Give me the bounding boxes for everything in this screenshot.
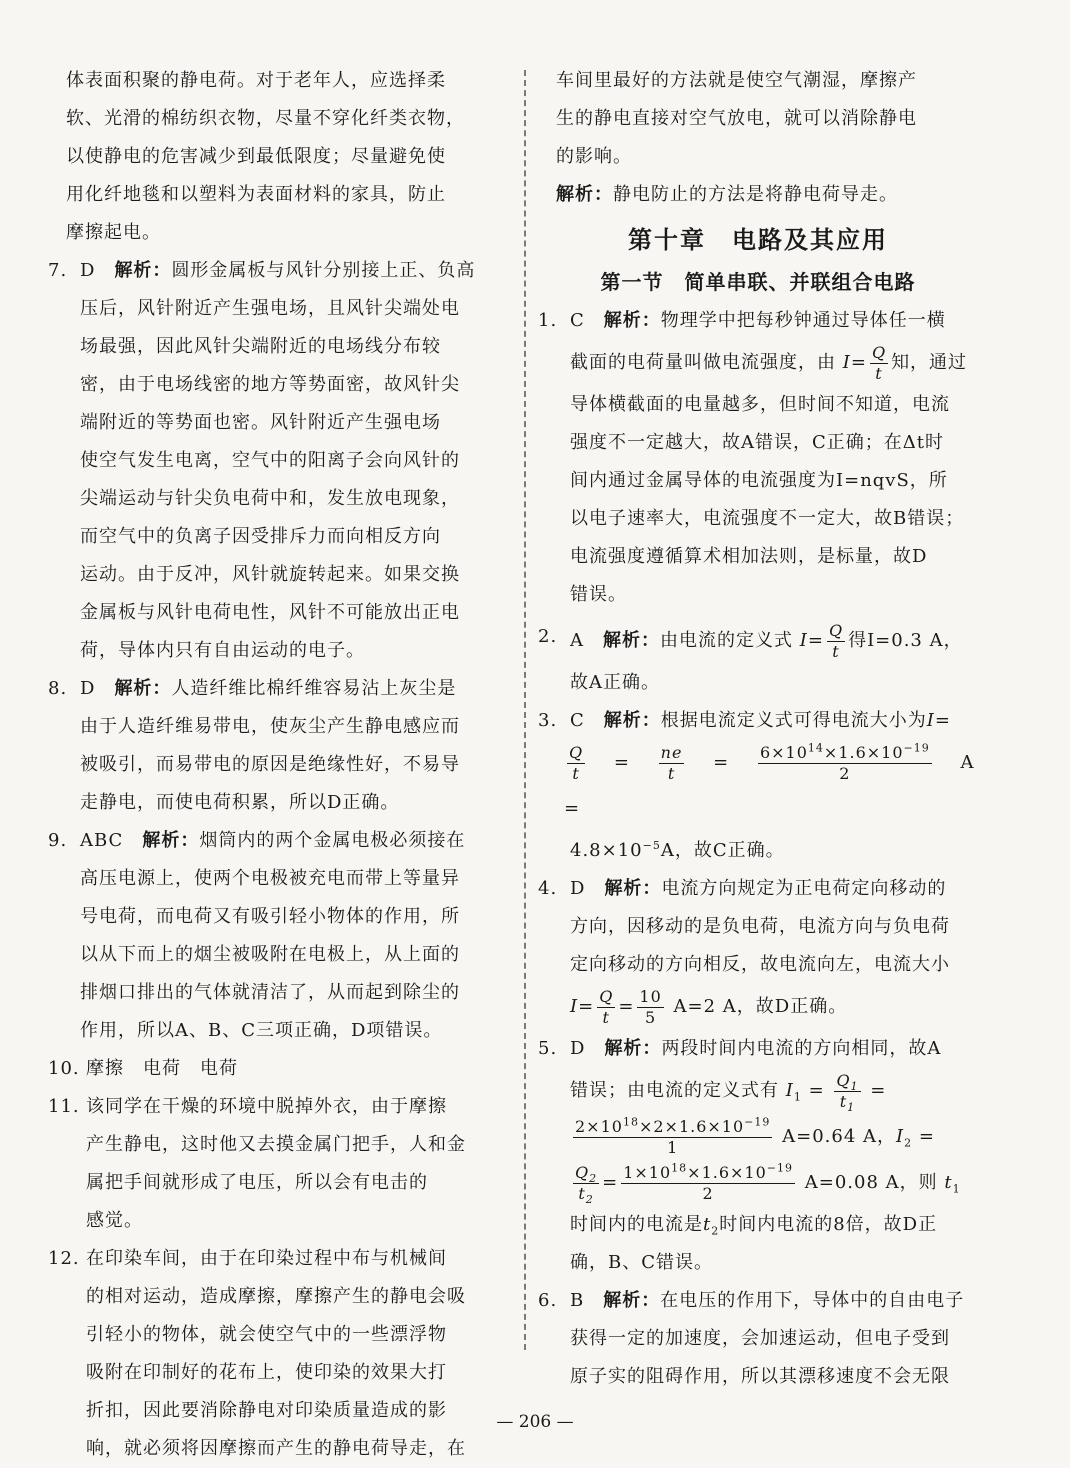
text-line: 排烟口排出的气体就清洁了，从而起到除尘的	[80, 982, 460, 1003]
exponent: 14	[807, 741, 824, 755]
text-line: 被吸引，而易带电的原因是绝缘性好，不易导	[80, 754, 460, 775]
numerator-part: Q	[836, 1070, 851, 1090]
text-line: 金属板与风针电荷电性，风针不可能放出正电	[80, 602, 460, 623]
text-line: 摩擦起电。	[66, 222, 161, 243]
denominator	[573, 1184, 599, 1204]
text-line: A，故C正确。	[660, 840, 785, 861]
subscript: 2	[585, 1192, 594, 1206]
text-line: 间内通过金属导体的电流强度为I=nqvS，所	[570, 470, 948, 491]
column-divider	[524, 70, 526, 1350]
question-number: 7.	[48, 260, 68, 281]
denominator	[834, 1092, 860, 1112]
text-line: 车间里最好的方法就是使空气潮湿，摩擦产	[556, 70, 917, 91]
page-number: — 206 —	[496, 1412, 574, 1432]
denominator: 1	[667, 1137, 679, 1157]
answer-choice: D	[80, 260, 96, 281]
text-line: 引轻小的物体，就会使空气中的一些漂浮物	[86, 1324, 447, 1345]
subscript: 2	[589, 1171, 598, 1185]
text-line: 而空气中的负离子因受排斥力而向相反方向	[80, 526, 441, 547]
numerator-part: Q	[575, 1162, 590, 1182]
question-number: 5.	[538, 1038, 558, 1059]
text-line: 截面的电荷量叫做电流强度，由	[570, 352, 836, 373]
analysis-label: 解析：	[603, 710, 661, 731]
text-line: 荷，导体内只有自由运动的电子。	[80, 640, 365, 661]
result: I=0.3 A，	[867, 630, 963, 651]
text-line: 号电荷，而电荷又有吸引轻小物体的作用，所	[80, 906, 460, 927]
text-line: 获得一定的加速度，会加速运动，但电子受到	[570, 1328, 950, 1349]
left-column	[48, 62, 518, 1468]
question-number: 9.	[48, 830, 68, 851]
text-line: 知，通过	[891, 352, 968, 373]
numerator-part: 2×10	[575, 1116, 623, 1136]
text-line: 故A正确。	[570, 672, 660, 693]
answer-choice: B	[570, 1290, 585, 1311]
text-line: A=0.08 A，则	[804, 1172, 938, 1193]
numerator-part: 6×10	[759, 742, 808, 762]
continued-answer	[538, 62, 978, 214]
text-line: 压后，风针附近产生强电场，且风针尖端处电	[80, 298, 460, 319]
text-line: 由电流的定义式	[660, 630, 793, 651]
text-line: 确，B、C错误。	[570, 1252, 713, 1273]
numerator-part: ×1.6×10	[687, 1162, 767, 1182]
text-line: 摩擦 电荷 电荷	[86, 1058, 238, 1079]
question-number: 1.	[538, 310, 558, 331]
text-line: 时间内的电流是	[570, 1214, 703, 1235]
answer-9	[48, 822, 518, 1050]
equation: I	[896, 1126, 905, 1147]
fraction	[870, 343, 888, 384]
denominator-part: t	[839, 1091, 848, 1111]
fraction	[567, 743, 585, 784]
equation: I	[785, 1080, 794, 1101]
denominator-part: t	[578, 1183, 586, 1203]
numerator-part: 1×10	[623, 1162, 672, 1182]
text-line: 电流方向规定为正电荷定向移动的	[661, 878, 947, 899]
text-line: 以使静电的危害减少到最低限度；尽量避免使	[66, 146, 446, 167]
text-line: 强度不一定越大，故A错误，C正确；在Δt时	[570, 432, 945, 453]
numerator	[573, 1117, 772, 1138]
text-line: 电流强度遵循算术相加法则，是标量，故D	[570, 546, 928, 567]
fraction	[637, 987, 663, 1028]
answer-1	[538, 302, 978, 614]
subscript: 1	[952, 1182, 961, 1196]
equation: I=	[926, 710, 951, 731]
text-line: 以从下而上的烟尘被吸附在电极上，从上面的	[80, 944, 460, 965]
analysis-label: 解析：	[604, 878, 662, 899]
numerator-part: ×2×1.6×10	[638, 1116, 745, 1136]
text-line: 折扣，因此要消除静电对印染质量造成的影	[86, 1400, 447, 1421]
answer-choice: D	[570, 1038, 586, 1059]
text-line: 响，就必须将因摩擦而产生的静电荷导走，在	[86, 1438, 466, 1459]
analysis-label: 解析：	[114, 260, 172, 281]
chapter-title: 第十章 电路及其应用	[628, 225, 888, 254]
exponent: −19	[766, 1161, 794, 1175]
question-number: 12.	[48, 1248, 80, 1269]
text-line: 的影响。	[556, 146, 632, 167]
subscript: 2	[711, 1224, 720, 1238]
text-line: 两段时间内电流的方向相同，故A	[661, 1038, 942, 1059]
text-line: 得	[848, 630, 868, 651]
numerator: Q	[871, 342, 887, 362]
fraction	[597, 987, 615, 1028]
fraction	[573, 1163, 599, 1204]
text-line: 人造纤维比棉纤维容易沾上灰尘是	[171, 678, 457, 699]
text-line: 密，由于电场线密的地方等势面密，故风针尖	[80, 374, 460, 395]
text-line: 导体横截面的电量越多，但时间不知道，电流	[570, 394, 950, 415]
text-line: 圆形金属板与风针分别接上正、负高	[171, 260, 476, 281]
text-line: 在印染车间，由于在印染过程中布与机械间	[86, 1248, 447, 1269]
variable: t	[703, 1214, 712, 1235]
text-line: 由于人造纤维易带电，使灰尘产生静电感应而	[80, 716, 460, 737]
result: 4.8×10	[570, 840, 643, 861]
exponent: −19	[903, 741, 930, 755]
exponent: −5	[642, 839, 661, 852]
text-line: 吸附在印制好的花布上，使印染的效果大打	[86, 1362, 447, 1383]
text-line: 烟筒内的两个金属电极必须接在	[199, 830, 466, 851]
answer-choice: A	[570, 630, 584, 651]
denominator: 5	[645, 1007, 657, 1027]
text-line: 的相对运动，造成摩擦，摩擦产生的静电会吸	[86, 1286, 466, 1307]
fraction	[834, 1071, 860, 1112]
analysis-label: 解析：	[603, 1290, 661, 1311]
numerator	[834, 1071, 860, 1092]
fraction	[758, 743, 932, 784]
numerator: ne	[660, 742, 683, 762]
text-line: 根据电流定义式可得电流大小为	[660, 710, 927, 731]
subscript: 1	[847, 1100, 856, 1114]
answer-choice: D	[570, 878, 586, 899]
text-line: 软、光滑的棉纺织衣物，尽量不穿化纤类衣物，	[66, 108, 465, 129]
answer-7	[48, 252, 518, 670]
text-line: A=2 A，故D正确。	[673, 996, 848, 1017]
exponent: 18	[671, 1161, 688, 1175]
answer-12	[48, 1240, 518, 1468]
variable: t	[944, 1172, 953, 1193]
numerator	[621, 1163, 795, 1184]
numerator	[758, 743, 932, 764]
analysis-label: 解析：	[142, 830, 200, 851]
equation: I=	[842, 352, 867, 373]
text-line: 静电防止的方法是将静电荷导走。	[613, 184, 898, 205]
text-line: 以电子速率大，电流强度不一定大，故B错误；	[570, 508, 965, 529]
answer-8	[48, 670, 518, 822]
denominator: t	[572, 763, 580, 783]
analysis-label: 解析：	[604, 1038, 662, 1059]
exponent: 18	[622, 1115, 639, 1129]
text-line: 物理学中把每秒钟通过导体任一横	[660, 310, 946, 331]
equation: I=	[570, 996, 595, 1017]
denominator: t	[602, 1007, 610, 1027]
text-line: 场最强，因此风针尖端附近的电场线分布较	[80, 336, 441, 357]
answer-choice: C	[570, 710, 585, 731]
text-line: A=0.64 A，	[782, 1126, 896, 1147]
question-number: 4.	[538, 878, 558, 899]
text-line: 属把手间就形成了电压，所以会有电击的	[86, 1172, 428, 1193]
numerator: Q	[828, 620, 844, 640]
text-line: 原子实的阻碍作用，所以其漂移速度不会无限	[570, 1366, 950, 1387]
text-line: 错误。	[570, 584, 627, 605]
text-line: 生的静电直接对空气放电，就可以消除静电	[556, 108, 917, 129]
text-line: 体表面积聚的静电荷。对于老年人，应选择柔	[66, 70, 446, 91]
text-line: 在电压的作用下，导体中的自由电子	[660, 1290, 965, 1311]
denominator: 2	[702, 1183, 714, 1203]
text-line: 用化纤地毯和以塑料为表面材料的家具，防止	[66, 184, 446, 205]
subscript: 1	[793, 1090, 802, 1104]
text-line: 高压电源上，使两个电极被充电而带上等量异	[80, 868, 460, 889]
numerator: 10	[639, 986, 662, 1006]
text-line: 产生静电，这时他又去摸金属门把手，人和金	[86, 1134, 466, 1155]
text-line: 时间内电流的8倍，故D正	[719, 1214, 938, 1235]
text-line: 感觉。	[86, 1210, 143, 1231]
fraction	[827, 621, 845, 662]
question-number: 10.	[48, 1058, 80, 1079]
fraction	[659, 743, 685, 784]
numerator: Q	[569, 742, 584, 762]
fraction	[621, 1163, 795, 1204]
text-line: 方向，因移动的是负电荷，电流方向与负电荷	[570, 916, 950, 937]
numerator	[573, 1163, 599, 1184]
question-number: 8.	[48, 678, 68, 699]
answer-6	[538, 1282, 978, 1396]
answer-choice: D	[80, 678, 96, 699]
subscript: 2	[904, 1136, 913, 1150]
denominator: t	[875, 363, 883, 383]
numerator-part: ×1.6×10	[823, 742, 904, 762]
text-line: 作用，所以A、B、C三项正确，D项错误。	[80, 1020, 443, 1041]
answer-choice: ABC	[80, 830, 124, 851]
text-line: 该同学在干燥的环境中脱掉外衣，由于摩擦	[86, 1096, 447, 1117]
analysis-label: 解析：	[114, 678, 172, 699]
denominator: t	[832, 641, 840, 661]
answer-11	[48, 1088, 518, 1240]
answer-4: 4. D 解析：电流方向规定为正电荷定向移动的 方向，因移动的是负电荷，电流方向与负电荷 定向移动的方向相反，故电流向左，电流大小 I= $\frac{Q}{t}$ = $\frac{10}{5}$ A=2 A，故D正确。	[538, 870, 978, 1030]
numerator: Q	[599, 986, 614, 1006]
question-number: 2.	[538, 626, 558, 647]
question-number: 6.	[538, 1290, 558, 1311]
section-title: 第一节 简单串联、并联组合电路	[600, 270, 916, 294]
denominator: t	[667, 763, 676, 783]
text-line: 走静电，而使电荷积累，所以D正确。	[80, 792, 400, 813]
denominator: 2	[839, 763, 851, 783]
text-line: 端附近的等势面也密。风针附近产生强电场	[80, 412, 441, 433]
text-line: 使空气发生电离，空气中的阳离子会向风针的	[80, 450, 460, 471]
analysis-label: 解析：	[603, 630, 660, 651]
answer-5: 5. D 解析：两段时间内电流的方向相同，故A 错误；由电流的定义式有 $I_1$ = $\frac{Q_1}{t_1}$ = $\frac{2\times 10^{18}\times 2\times 1.6\times 10^{-19}}{1}$ A=0.64 A，$I_2$ = $\frac{Q_2}{t_2}$ = $\frac{1\times 10^{18}\times 1.6\times 10^{-19}}{2}$ A=0.08 A，则 $t_1$ 时间内的电流是$t_2$时间内电流的8倍，故D正 确，B、C错误。	[538, 1030, 978, 1282]
subscript: 1	[850, 1079, 859, 1093]
analysis-label: 解析：	[603, 310, 661, 331]
text-line: 尖端运动与针尖负电荷中和，发生放电现象，	[80, 488, 460, 509]
text-line: 错误；由电流的定义式有	[570, 1080, 779, 1101]
answer-3: 3. C 解析：根据电流定义式可得电流大小为I= $\frac{Q}{t}$ = $\frac{ne}{t}$ = $\frac{6\times 10^{14}\times 1.6\times 10^{-19}}{2}$ A = $4.8\times 10^{-5}A$，故C正确。	[538, 702, 978, 870]
question-number: 11.	[48, 1096, 80, 1117]
continued-answer	[48, 62, 518, 252]
exponent: −19	[744, 1115, 771, 1129]
fraction	[573, 1117, 772, 1158]
analysis-label: 解析：	[556, 184, 613, 205]
answer-10	[48, 1050, 518, 1088]
answer-2	[538, 618, 978, 702]
unit: A	[960, 752, 975, 773]
text-line: 运动。由于反冲，风针就旋转起来。如果交换	[80, 564, 460, 585]
answer-choice: C	[570, 310, 585, 331]
equation: I=	[799, 630, 824, 651]
right-column	[538, 62, 994, 1396]
question-number: 3.	[538, 710, 558, 731]
text-line: 定向移动的方向相反，故电流向左，电流大小	[570, 954, 950, 975]
